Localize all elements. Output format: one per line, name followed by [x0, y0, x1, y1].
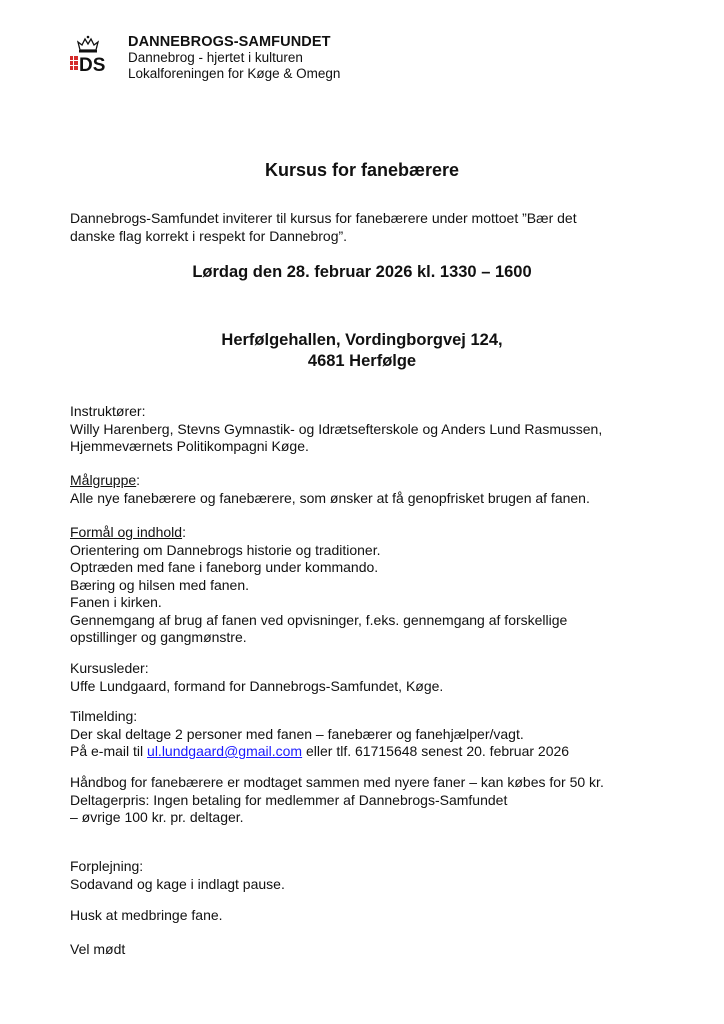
pricing-line: – øvrige 100 kr. pr. deltager.	[70, 809, 244, 825]
leader-section	[70, 660, 670, 695]
leader-label: Kursusleder:	[70, 660, 149, 676]
instructors-label: Instruktører:	[70, 403, 146, 419]
catering-section	[70, 858, 670, 893]
signup-section	[70, 708, 670, 761]
purpose-item: Optræden med fane i faneborg under kommando.	[70, 559, 379, 575]
ds-logo	[66, 34, 114, 82]
tagline: Dannebrog - hjertet i kulturen	[128, 50, 303, 65]
leader-line: Uffe Lundgaard, formand for Dannebrogs-Samfundet, Køge.	[70, 677, 444, 694]
pricing-line: Deltagerpris: Ingen betaling for medlemmer af Dannebrogs-Samfundet	[70, 791, 508, 808]
purpose-item: Bæring og hilsen med fanen.	[70, 576, 249, 593]
org-name: DANNEBROGS-SAMFUNDET	[128, 34, 331, 50]
purpose-item: opstillinger og gangmønstre.	[70, 629, 247, 645]
signup-label: Tilmelding:	[70, 708, 138, 724]
closing: Vel mødt	[70, 941, 126, 957]
target-label: Målgruppe	[70, 472, 137, 488]
purpose-item: Orientering om Dannebrogs historie og traditioner.	[70, 541, 381, 558]
intro-line: danske flag korrekt i respekt for Dannebrog”.	[70, 227, 348, 244]
date-line: Lørdag den 28. februar 2026 kl. 1330 – 1600	[192, 263, 532, 281]
logo-text: DS	[79, 55, 106, 76]
target-line: Alle nye fanebærere og fanebærere, som ønsker at få genopfrisket brugen af fanen.	[70, 489, 590, 506]
pricing-section	[70, 774, 670, 827]
target-section	[70, 472, 670, 507]
page-title: Kursus for fanebærere	[264, 160, 460, 180]
letterhead	[66, 34, 340, 82]
venue-line: 4681 Herfølge	[307, 352, 417, 370]
signup-suffix: eller tlf. 61715648 senest 20. februar 2026	[302, 743, 570, 759]
purpose-section	[70, 524, 670, 647]
signup-prefix: På e-mail til	[70, 743, 148, 759]
catering-label: Forplejning:	[70, 858, 144, 874]
purpose-label: Formål og indhold	[70, 524, 183, 540]
catering-line: Sodavand og kage i indlagt pause.	[70, 875, 285, 892]
intro-paragraph	[70, 210, 670, 245]
crown-ds-logo-icon	[66, 34, 114, 82]
purpose-item: Fanen i kirken.	[70, 594, 162, 610]
email-link[interactable]: ul.lundgaard@gmail.com	[147, 743, 303, 759]
colon: :	[182, 524, 186, 540]
intro-line: Dannebrogs-Samfundet inviterer til kursus for fanebærere under mottoet ”Bær det	[70, 210, 577, 226]
local-branch: Lokalforeningen for Køge & Omegn	[128, 66, 341, 81]
pricing-line: Håndbog for fanebærere er modtaget sammen med nyere faner – kan købes for 50 kr.	[70, 774, 604, 790]
colon: :	[136, 472, 141, 488]
instructors-line: Hjemmeværnets Politikompagni Køge.	[70, 438, 309, 454]
instructors-section	[70, 403, 670, 456]
venue	[0, 330, 724, 372]
purpose-item: Gennemgang af brug af fanen ved opvisninger, f.eks. gennemgang af forskellige	[70, 611, 568, 628]
instructors-line: Willy Harenberg, Stevns Gymnastik- og Idrætsefterskole og Anders Lund Rasmussen,	[70, 420, 603, 437]
reminder: Husk at medbringe fane.	[70, 907, 223, 923]
venue-line: Herfølgehallen, Vordingborgvej 124,	[221, 331, 503, 349]
signup-line: Der skal deltage 2 personer med fanen – fanebærer og fanehjælper/vagt.	[70, 725, 524, 742]
